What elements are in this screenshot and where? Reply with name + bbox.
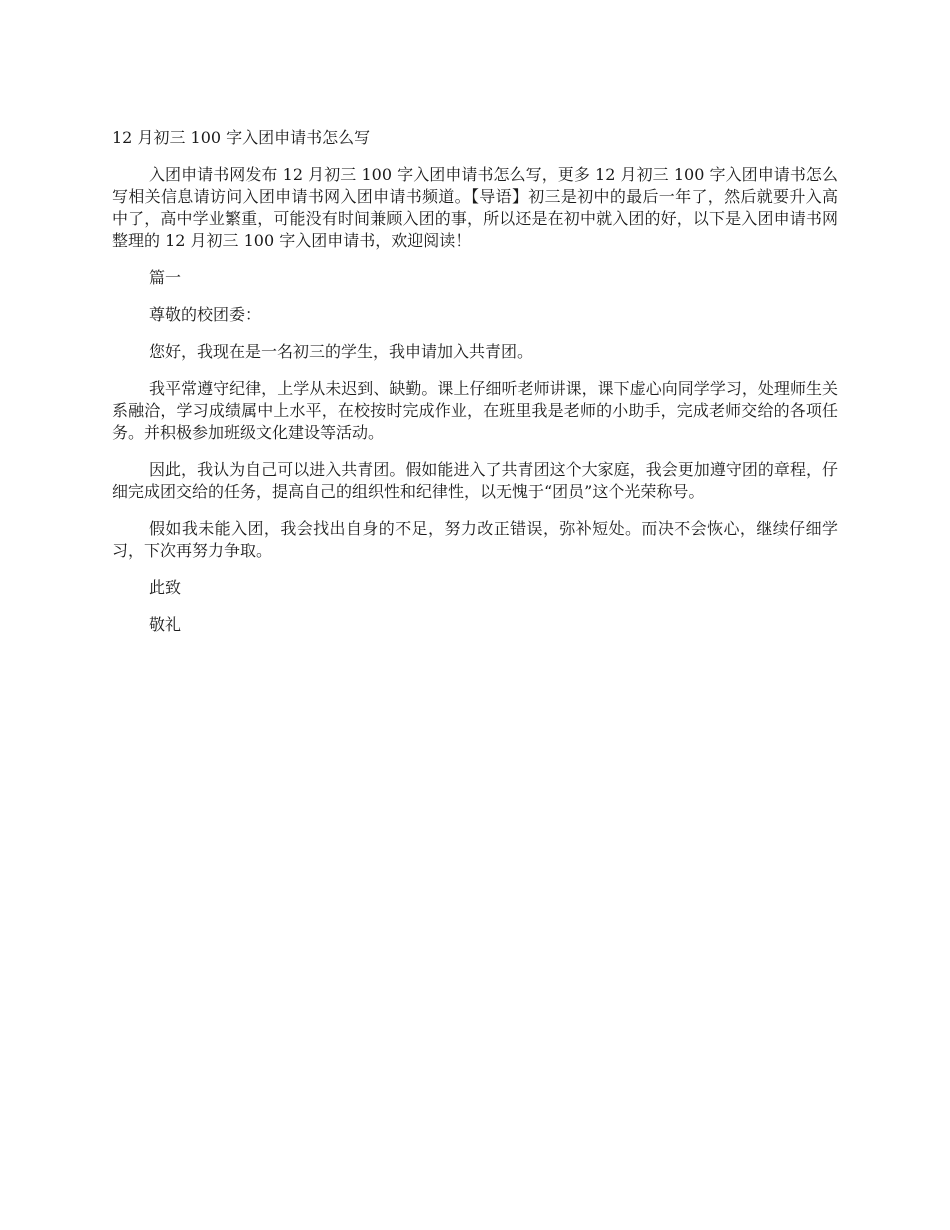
body-paragraph: 因此，我认为自己可以进入共青团。假如能进入了共青团这个大家庭，我会更加遵守团的章程，仔细完成团交给的任务，提高自己的组织性和纪律性，以无愧于“团员”这个光荣称号。 bbox=[112, 460, 838, 501]
closing-regards: 敬礼 bbox=[149, 615, 182, 634]
salutation: 尊敬的校团委： bbox=[149, 305, 262, 324]
document-body bbox=[112, 127, 838, 651]
body-paragraph: 我平常遵守纪律，上学从未迟到、缺勤。课上仔细听老师讲课，课下虚心向同学学习，处理师生关系融洽，学习成绩属中上水平，在校按时完成作业，在班里我是老师的小助手，完成老师交给的各项任务。并积极参加班级文化建设等活动。 bbox=[112, 379, 838, 442]
body-paragraph: 假如我未能入团，我会找出自身的不足，努力改正错误，弥补短处。而决不会恢心，继续仔细学习，下次再努力争取。 bbox=[112, 519, 838, 560]
closing-line: 此致 bbox=[149, 578, 182, 597]
greeting-paragraph: 您好，我现在是一名初三的学生，我申请加入共青团。 bbox=[149, 342, 534, 361]
document-title: 12 月初三 100 字入团申请书怎么写 bbox=[112, 128, 371, 147]
intro-paragraph: 入团申请书网发布 12 月初三 100 字入团申请书怎么写，更多 12 月初三 100 字入团申请书怎么写相关信息请访问入团申请书网入团申请书频道。【导语】初三是初中的最后一年了，然后就要升入高中了，高中学业繁重，可能没有时间兼顾入团的事，所以还是在初中就入团的好，以下是入团申请书网整理的 12 月初三 100 字入团申请书，欢迎阅读！ bbox=[112, 165, 838, 250]
section-heading: 篇一 bbox=[149, 268, 182, 287]
